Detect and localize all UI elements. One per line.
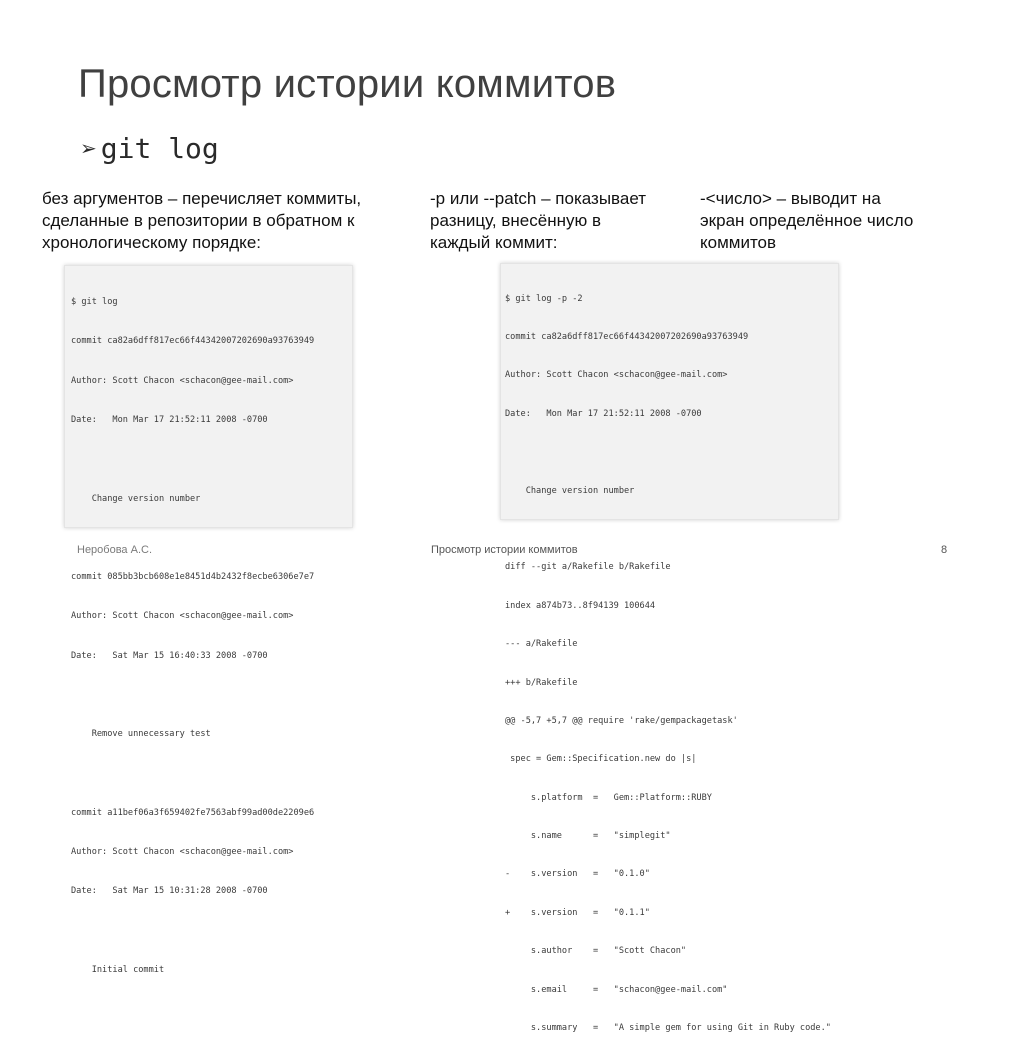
command-text: git log — [100, 132, 219, 165]
description-line: -<число> – выводит на — [700, 189, 881, 208]
description-line: коммитов — [700, 233, 777, 252]
description-line: экран определённое число — [700, 211, 914, 230]
code-line: @@ -5,7 +5,7 @@ require 'rake/gempackagetask' — [505, 715, 738, 726]
code-line: Author: Scott Chacon <schacon@gee-mail.com> — [71, 375, 294, 386]
code-line: spec = Gem::Specification.new do |s| — [505, 754, 697, 765]
code-line: Change version number — [71, 493, 201, 504]
code-line: commit ca82a6dff817ec66f44342007202690a93763949 — [505, 331, 749, 342]
footer-author: Неробова А.С. — [77, 544, 153, 556]
code-line — [505, 446, 838, 459]
code-line: Initial commit — [71, 964, 165, 975]
code-line — [71, 453, 352, 466]
description-number — [700, 188, 913, 254]
code-line — [71, 925, 352, 938]
code-line: Change version number — [505, 485, 635, 496]
slide-title: Просмотр истории коммитов — [78, 62, 617, 106]
code-line: Date: Mon Mar 17 21:52:11 2008 -0700 — [71, 415, 268, 426]
code-line: --- a/Rakefile — [505, 639, 578, 650]
code-line: +++ b/Rakefile — [505, 677, 578, 688]
code-line: commit a11bef06a3f659402fe7563abf99ad00de2209e6 — [71, 807, 315, 818]
code-line: commit 085bb3bcb608e1e8451d4b2432f8ecbe6306e7e7 — [71, 572, 315, 583]
description-line: без аргументов – перечисляет коммиты, — [42, 189, 362, 208]
code-line: commit ca82a6dff817ec66f44342007202690a93763949 — [71, 336, 315, 347]
code-line: - s.version = "0.1.0" — [505, 869, 650, 880]
description-patch — [430, 188, 646, 254]
code-line: Author: Scott Chacon <schacon@gee-mail.com> — [505, 370, 728, 381]
code-line: s.email = "schacon@gee-mail.com" — [505, 984, 728, 995]
code-line: s.name = "simplegit" — [505, 831, 671, 842]
code-line: + s.version = "0.1.1" — [505, 907, 650, 918]
page-number: 8 — [941, 544, 948, 556]
code-line: Date: Sat Mar 15 16:40:33 2008 -0700 — [71, 650, 268, 661]
description-line: хронологическому порядке: — [42, 233, 261, 252]
command-heading — [80, 132, 219, 168]
description-line: разницу, внесённую в — [430, 211, 601, 230]
footer-title: Просмотр истории коммитов — [431, 544, 578, 556]
code-line — [71, 768, 352, 781]
code-line — [505, 523, 838, 536]
code-line: s.author = "Scott Chacon" — [505, 946, 687, 957]
arrow-bullet-icon: ➢ — [80, 136, 97, 160]
code-line: diff --git a/Rakefile b/Rakefile — [505, 562, 671, 573]
code-line: Author: Scott Chacon <schacon@gee-mail.com> — [71, 611, 294, 622]
code-line: Date: Mon Mar 17 21:52:11 2008 -0700 — [505, 408, 702, 419]
code-line — [71, 532, 352, 545]
code-line: $ git log — [71, 297, 118, 308]
description-no-args — [42, 188, 361, 254]
code-line: Author: Scott Chacon <schacon@gee-mail.com> — [71, 847, 294, 858]
description-line: каждый коммит: — [430, 233, 558, 252]
code-line: $ git log -p -2 — [505, 293, 583, 304]
code-line — [71, 689, 352, 702]
code-line: Date: Sat Mar 15 10:31:28 2008 -0700 — [71, 886, 268, 897]
code-line: index a874b73..8f94139 100644 — [505, 600, 656, 611]
description-line: сделанные в репозитории в обратном к — [42, 211, 355, 230]
code-line: Remove unnecessary test — [71, 729, 211, 740]
description-line: -p или --patch – показывает — [430, 189, 647, 208]
code-line: s.platform = Gem::Platform::RUBY — [505, 792, 712, 803]
code-line: s.summary = "A simple gem for using Git in Ruby code." — [505, 1023, 831, 1034]
